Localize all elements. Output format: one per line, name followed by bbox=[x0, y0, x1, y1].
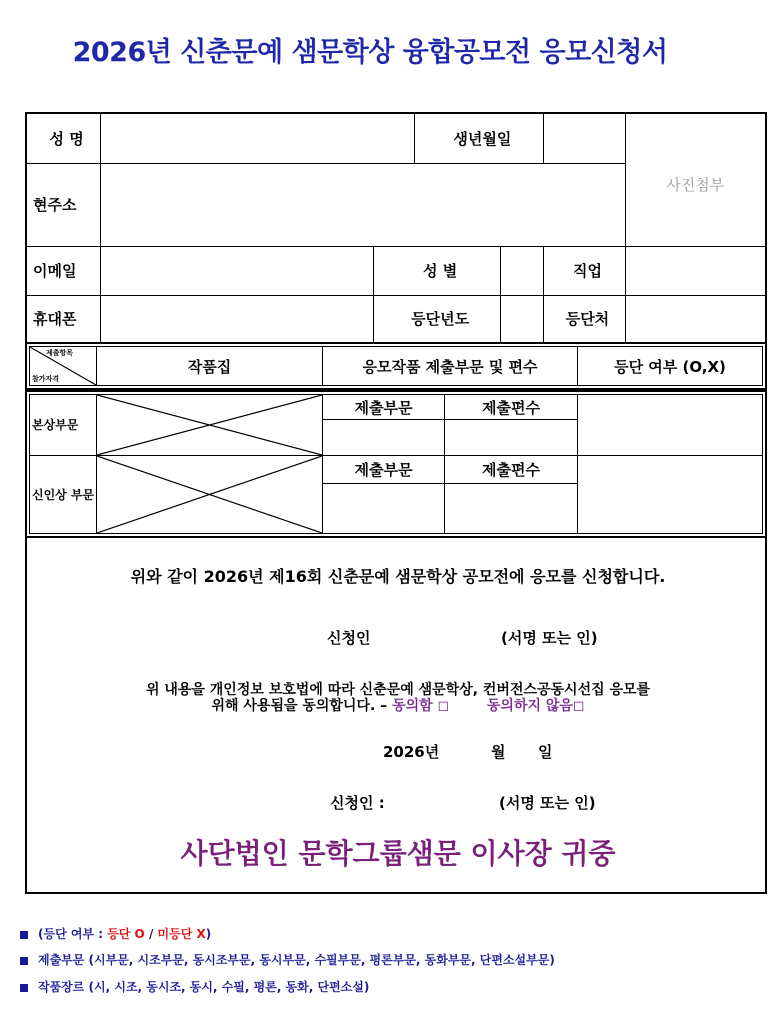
declaration-text: 위와 같이 2026년 제16회 신춘문예 샘문학상 공모전에 응모를 신청합니다. bbox=[130, 567, 666, 586]
photo-label: 사진첨부 bbox=[666, 176, 725, 194]
header-corner-cell bbox=[30, 347, 97, 386]
applicant-label-2: 신청인 : bbox=[330, 794, 385, 812]
signature-label-2[interactable]: (서명 또는 인) bbox=[499, 794, 596, 812]
phone-label: 휴대폰 bbox=[26, 295, 101, 343]
submission-sections bbox=[25, 390, 767, 538]
recipient: 사단법인 문학그룹샘문 이사장 귀중 bbox=[180, 837, 616, 870]
photo-area[interactable] bbox=[625, 113, 766, 246]
corner-bottom-label: 참가자격 bbox=[32, 375, 60, 383]
note-debut-status: (등단 여부 : 등단 O / 미등단 X) bbox=[20, 925, 211, 942]
applicant-info-table bbox=[25, 112, 767, 344]
bullet-square-icon bbox=[20, 957, 28, 965]
form-title: 2026년 신춘문예 샘문학상 융합공모전 응모신청서 bbox=[72, 37, 668, 68]
birth-field[interactable] bbox=[544, 113, 625, 163]
cross-mark bbox=[97, 456, 322, 533]
debut-year-label: 등단년도 bbox=[374, 295, 501, 343]
note-submission-categories: 제출부문 (시부문, 시조부문, 동시조부문, 동시부문, 수필부문, 평론부문, 동화부문, 단편소설부문) bbox=[20, 951, 555, 968]
corner-top-label: 제출항목 bbox=[46, 349, 74, 357]
address-label: 현주소 bbox=[26, 163, 101, 246]
signature-label[interactable]: (서명 또는 인) bbox=[501, 629, 598, 647]
name-label: 성 명 bbox=[26, 113, 101, 163]
debut-year-field[interactable] bbox=[501, 295, 544, 343]
newcomer-award-label: 신인상 부문 bbox=[30, 456, 97, 534]
phone-field[interactable] bbox=[101, 295, 374, 343]
debut-place-field[interactable] bbox=[625, 295, 766, 343]
disagree-option[interactable]: 동의하지 않음◻ bbox=[486, 698, 585, 714]
day-label: 일 bbox=[538, 743, 553, 761]
gender-label: 성 별 bbox=[374, 246, 501, 295]
applicant-label: 신청인 bbox=[327, 629, 371, 647]
email-label: 이메일 bbox=[26, 246, 101, 295]
newcomer-count-field[interactable] bbox=[445, 484, 578, 534]
main-award-category-header: 제출부문 bbox=[323, 395, 445, 420]
main-award-category-field[interactable] bbox=[323, 420, 445, 456]
consent-statement: 위해 사용됨을 동의합니다. – bbox=[211, 698, 388, 714]
newcomer-crossed-cell bbox=[97, 456, 323, 534]
submission-header-label: 응모작품 제출부문 및 편수 bbox=[323, 347, 578, 386]
newcomer-debut-field[interactable] bbox=[578, 456, 763, 534]
agree-option[interactable]: 동의함 ◻ bbox=[392, 698, 450, 714]
job-label: 직업 bbox=[544, 246, 625, 295]
email-field[interactable] bbox=[101, 246, 374, 295]
debut-status-header: 등단 여부 (O,X) bbox=[578, 347, 763, 386]
newcomer-category-header: 제출부문 bbox=[323, 456, 445, 484]
main-award-label: 본상부문 bbox=[30, 395, 97, 456]
name-field[interactable] bbox=[101, 113, 415, 163]
gender-field[interactable] bbox=[501, 246, 544, 295]
month-label: 월 bbox=[491, 743, 506, 761]
address-field[interactable] bbox=[101, 163, 625, 246]
works-header: 작품집 bbox=[97, 347, 323, 386]
newcomer-category-field[interactable] bbox=[323, 484, 445, 534]
consent-text-line1: 위 내용을 개인정보 보호법에 따라 신춘문예 샘문학상, 컨버전스공동시선집 응모를 bbox=[145, 682, 651, 698]
consent-text-line2 bbox=[27, 698, 769, 715]
debut-place-label: 등단처 bbox=[544, 295, 625, 343]
submission-header bbox=[25, 342, 767, 390]
newcomer-count-header: 제출편수 bbox=[445, 456, 578, 484]
bullet-square-icon bbox=[20, 984, 28, 992]
main-award-count-field[interactable] bbox=[445, 420, 578, 456]
declaration-box bbox=[25, 538, 767, 894]
cross-mark bbox=[97, 395, 322, 455]
main-award-crossed-cell bbox=[97, 395, 323, 456]
main-award-count-header: 제출편수 bbox=[445, 395, 578, 420]
main-award-debut-field[interactable] bbox=[578, 395, 763, 456]
bullet-square-icon bbox=[20, 931, 28, 939]
birth-label: 생년월일 bbox=[415, 113, 544, 163]
year-label: 2026년 bbox=[383, 743, 440, 761]
note-work-genres: 작품장르 (시, 시조, 동시조, 동시, 수필, 평론, 동화, 단편소설) bbox=[20, 978, 369, 995]
job-field[interactable] bbox=[625, 246, 766, 295]
